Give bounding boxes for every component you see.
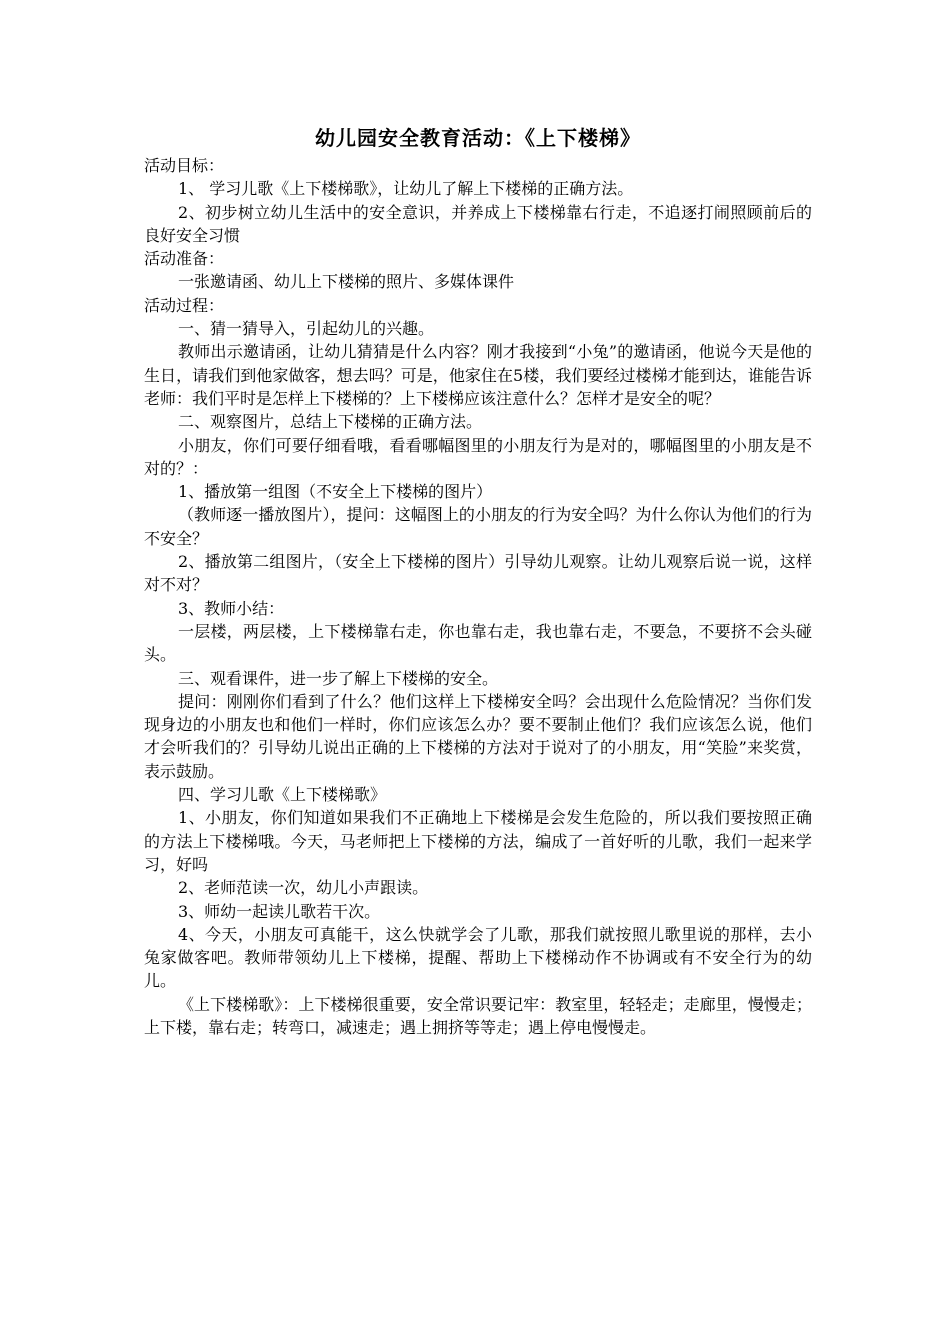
paragraph: 1、小朋友，你们知道如果我们不正确地上下楼梯是会发生危险的，所以我们要按照正确的方法上下楼梯哦。今天，马老师把上下楼梯的方法，编成了一首好听的儿歌，我们一起来学习，好吗 bbox=[144, 808, 812, 874]
paragraph: 2、初步树立幼儿生活中的安全意识，并养成上下楼梯靠右行走，不追逐打闹照顾前后的良好安全习惯 bbox=[144, 202, 812, 245]
paragraph: 1、 学习儿歌《上下楼梯歌》，让幼儿了解上下楼梯的正确方法。 bbox=[178, 179, 634, 199]
paragraph: 2、播放第二组图片，（安全上下楼梯的图片）引导幼儿观察。让幼儿观察后说一说，这样对不对？ bbox=[144, 552, 812, 595]
paragraph: 一、猜一猜导入，引起幼儿的兴趣。 bbox=[178, 319, 435, 339]
paragraph: 《上下楼梯歌》：上下楼梯很重要，安全常识要记牢：教室里，轻轻走；走廊里，慢慢走；上下楼，靠右走；转弯口，减速走；遇上拥挤等等走；遇上停电慢慢走。 bbox=[144, 994, 812, 1037]
paragraph: 一张邀请函、幼儿上下楼梯的照片、多媒体课件 bbox=[178, 272, 515, 292]
paragraph: 活动目标： bbox=[144, 156, 225, 175]
paragraph: 三、观看课件，进一步了解上下楼梯的安全。 bbox=[178, 668, 499, 688]
paragraph: 教师出示邀请函，让幼儿猜猜是什么内容？刚才我接到“小兔”的邀请函，他说今天是他的生日，请我们到他家做客，想去吗？可是，他家住在5楼，我们要经过楼梯才能到达，谁能告诉老师：我们平时是怎样上下楼梯的？上下楼梯应该注意什么？怎样才是安全的呢？ bbox=[144, 342, 812, 408]
paragraph: 活动准备： bbox=[144, 249, 225, 269]
paragraph: （教师逐一播放图片），提问：这幅图上的小朋友的行为安全吗？为什么你认为他们的行为不安全？ bbox=[144, 505, 812, 548]
paragraph: 3、师幼一起读儿歌若干次。 bbox=[178, 901, 381, 921]
paragraph: 一层楼，两层楼，上下楼梯靠右走，你也靠右走，我也靠右走，不要急，不要挤不会头碰头。 bbox=[144, 621, 812, 665]
paragraph: 提问：刚刚你们看到了什么？他们这样上下楼梯安全吗？会出现什么危险情况？当你们发现身边的小朋友也和他们一样时，你们应该怎么办？要不要制止他们？我们应该怎么说，他们才会听我们的？引导幼儿说出正确的上下楼梯的方法对于说对了的小朋友，用“笑脸”来奖赏，表示鼓励。 bbox=[144, 691, 812, 781]
paragraph: 二、观察图片，总结上下楼梯的正确方法。 bbox=[178, 412, 483, 432]
paragraph: 3、教师小结： bbox=[178, 598, 285, 618]
document-page bbox=[144, 122, 812, 1039]
document-body bbox=[144, 154, 812, 1039]
paragraph: 4、今天，小朋友可真能干，这么快就学会了儿歌，那我们就按照儿歌里说的那样，去小兔家做客吧。教师带领幼儿上下楼梯，提醒、帮助上下楼梯动作不协调或有不安全行为的幼儿。 bbox=[144, 924, 812, 991]
paragraph: 小朋友，你们可要仔细看哦，看看哪幅图里的小朋友行为是对的，哪幅图里的小朋友是不对的？： bbox=[144, 435, 812, 478]
paragraph: 四、学习儿歌《上下楼梯歌》 bbox=[178, 785, 387, 805]
paragraph: 2、老师范读一次，幼儿小声跟读。 bbox=[178, 878, 429, 898]
paragraph: 活动过程： bbox=[144, 295, 225, 315]
document-title: 幼儿园安全教育活动：《上下楼梯》 bbox=[315, 126, 641, 150]
paragraph: 1、播放第一组图（不安全上下楼梯的图片） bbox=[178, 482, 493, 502]
